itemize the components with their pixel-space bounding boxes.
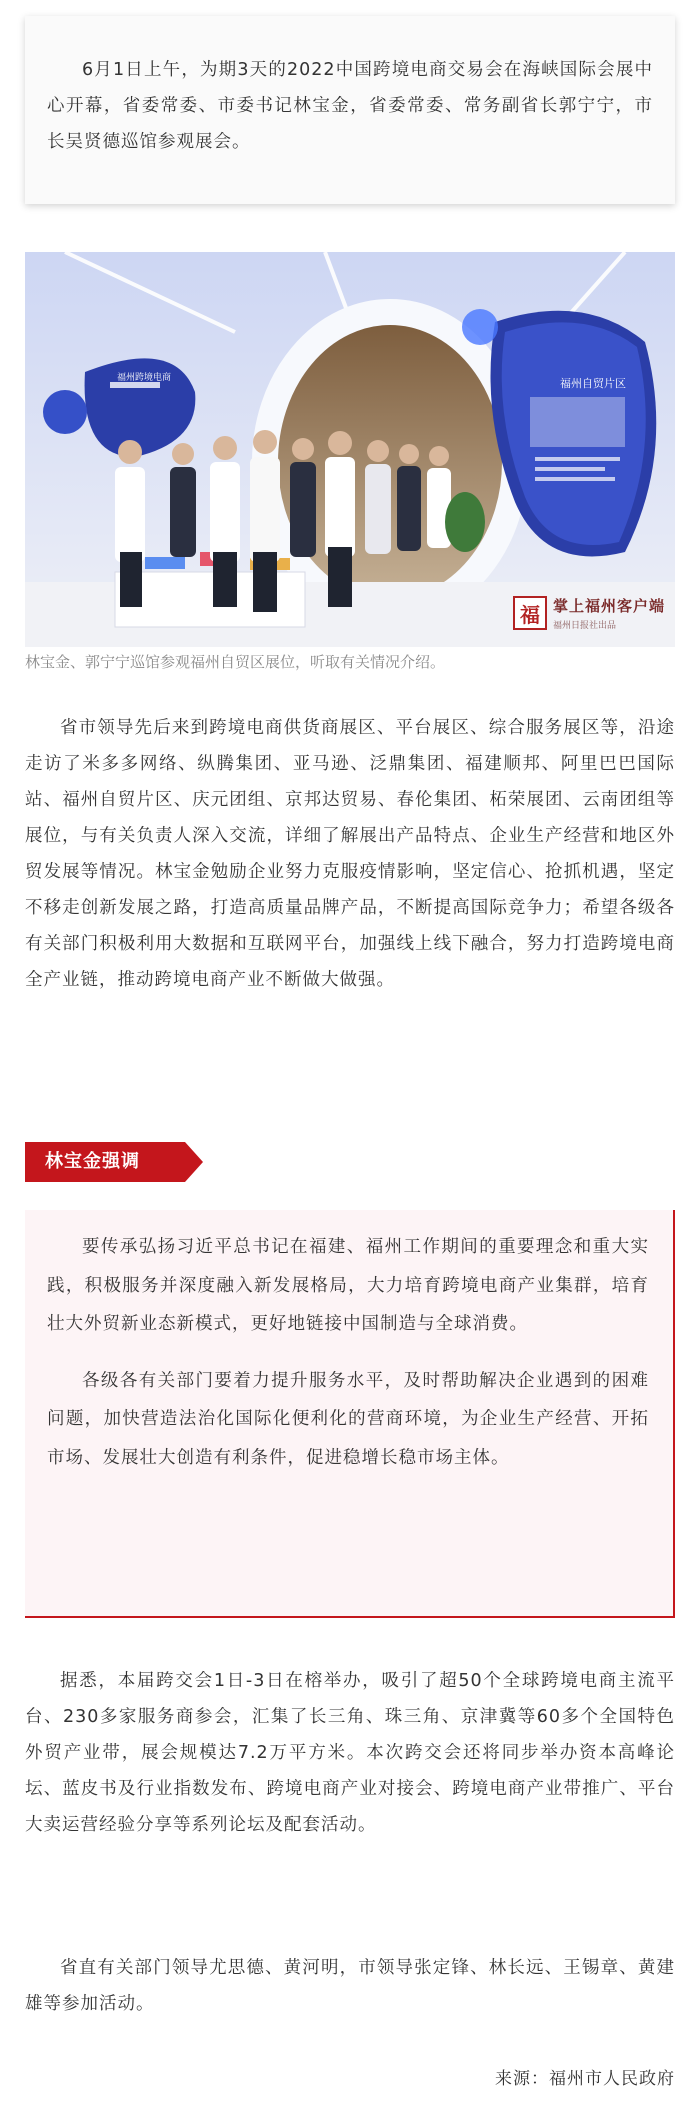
section-tag-label: 林宝金强调 bbox=[45, 1151, 140, 1172]
watermark-name: 掌上福州客户端 bbox=[552, 597, 665, 615]
quote-paragraph-2: 各级各有关部门要着力提升服务水平，及时帮助解决企业遇到的困难问题，加快营造法治化国际化便利化的营商环境，为企业生产经营、开拓市场、发展壮大创造有利条件，促进稳增长稳市场主体。 bbox=[47, 1370, 649, 1468]
photo-illustration bbox=[25, 252, 675, 647]
source-credit: 来源：福州市人民政府 bbox=[495, 2069, 675, 2089]
quote-box bbox=[25, 1210, 675, 1618]
right-board-title: 福州自贸片区 bbox=[560, 377, 626, 390]
left-board-title: 福州跨境电商 bbox=[117, 373, 172, 383]
lead-paragraph: 6月1日上午，为期3天的2022中国跨境电商交易会在海峡国际会展中心开幕，省委常委、市委书记林宝金，省委常委、常务副省长郭宁宁，市长吴贤德巡馆参观展会。 bbox=[47, 60, 653, 152]
section-tag bbox=[25, 1142, 205, 1182]
body-section-4 bbox=[25, 1950, 675, 2022]
quote-paragraph-1: 要传承弘扬习近平总书记在福建、福州工作期间的重要理念和重大实践，积极服务并深度融入新发展格局，大力培育跨境电商产业集群，培育壮大外贸新业态新模式，更好地链接中国制造与全球消费。 bbox=[47, 1237, 649, 1334]
body-paragraph-1: 省市领导先后来到跨境电商供货商展区、平台展区、综合服务展区等，沿途走访了米多多网络、纵腾集团、亚马逊、泛鼎集团、福建顺邦、阿里巴巴国际站、福州自贸片区、庆元团组、京邦达贸易、春伦集团、柘荣展团、云南团组等展位，与有关负责人深入交流，详细了解展出产品特点、企业生产经营和地区外贸发展等情况。林宝金勉励企业努力克服疫情影响，坚定信心、抢抓机遇，坚定不移走创新发展之路，打造高质量品牌产品，不断提高国际竞争力；希望各级各有关部门积极利用大数据和互联网平台，加强线上线下融合，努力打造跨境电商全产业链，推动跨境电商产业不断做大做强。 bbox=[25, 718, 675, 990]
watermark-logo: 福 bbox=[513, 596, 547, 630]
body-section-1 bbox=[25, 710, 675, 998]
watermark-sub: 福州日报社出品 bbox=[552, 621, 616, 631]
lead-card bbox=[25, 16, 675, 204]
body-paragraph-4: 省直有关部门领导尤思德、黄河明，市领导张定锋、林长远、王锡章、黄建雄等参加活动。 bbox=[25, 1958, 675, 2014]
body-section-3 bbox=[25, 1663, 675, 1843]
photo-caption: 林宝金、郭宁宁巡馆参观福州自贸区展位，听取有关情况介绍。 bbox=[25, 653, 446, 671]
body-paragraph-3: 据悉，本届跨交会1日-3日在榕举办，吸引了超50个全球跨境电商主流平台、230多家服务商参会，汇集了长三角、珠三角、京津冀等60多个全国特色外贸产业带，展会规模达7.2万平方米。本次跨交会还将同步举办资本高峰论坛、蓝皮书及行业指数发布、跨境电商产业对接会、跨境电商产业带推广、平台大卖运营经验分享等系列论坛及配套活动。 bbox=[25, 1671, 675, 1835]
watermark bbox=[513, 595, 665, 631]
exhibition-photo[interactable] bbox=[25, 252, 675, 647]
